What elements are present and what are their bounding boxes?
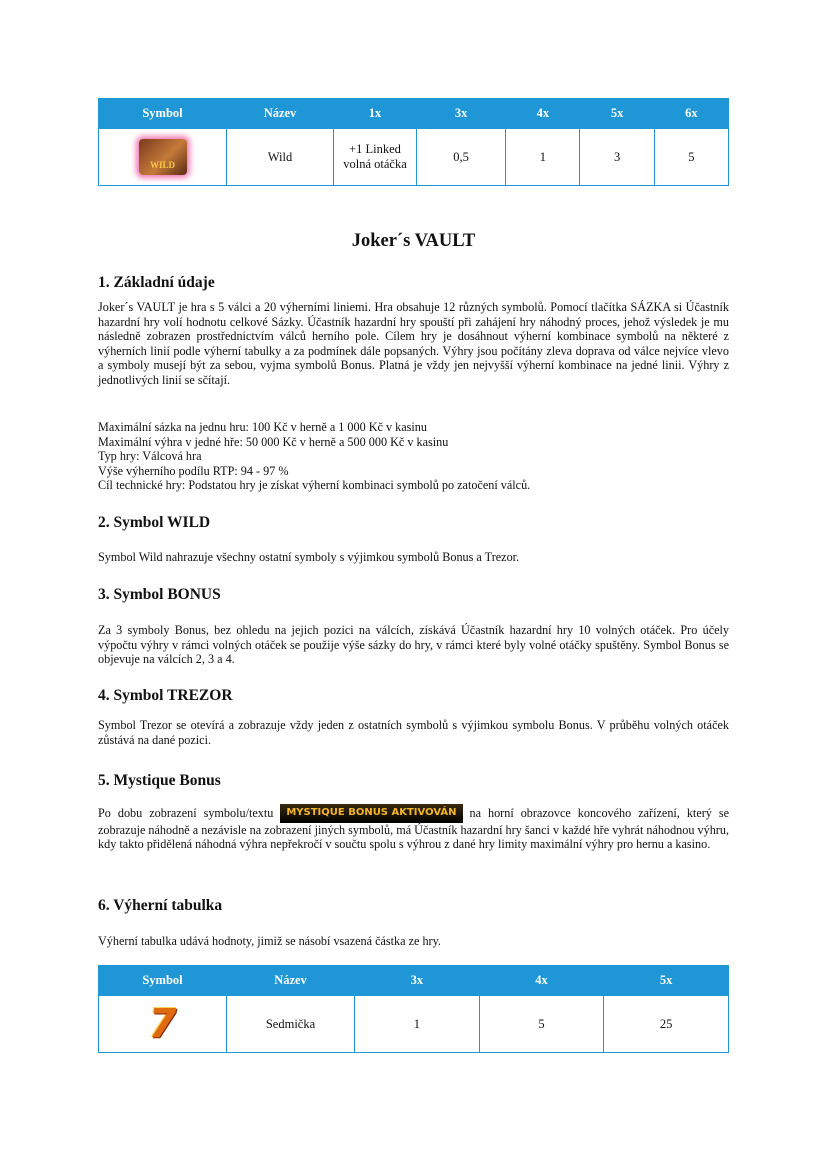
section-text: Symbol Wild nahrazuje všechny ostatní symboly s výjimkou symbolů Bonus a Trezor.	[98, 550, 520, 564]
col-header: Symbol	[99, 99, 227, 129]
cell-name: Sedmička	[227, 996, 355, 1053]
section-text: Po dobu zobrazení symbolu/textu MYSTIQUE BONUS AKTIVOVÁN na horní obrazovce koncového zařízení, který se zobrazuje náhodně a nezávisle na zobrazení jiných symbolů, má Účastník hazardní hry šanci v každé hře vyhrát náhodnou výhru, kdy takto přidělená náhodná výhra nepřekročí v součtu spolu s výhrou z dané hry limity maximální výhry pro hernu a kasino.	[98, 806, 730, 852]
cell-1x: +1 Linked volná otáčka	[334, 129, 417, 186]
section-text: Za 3 symboly Bonus, bez ohledu na jejich pozici na válcích, získává Účastník hazardní hry 10 volných otáček. Pro účely výpočtu výhry v rámci volných otáček se použije výše sázky do hry, v rámci které byly volné otáčky spuštěny. Symbol Bonus se objevuje na válcích 2, 3 a 4.	[98, 623, 729, 667]
cell-3x: 1	[355, 996, 480, 1053]
col-header: 5x	[580, 99, 654, 129]
wild-symbol-image: WILD	[139, 139, 187, 175]
section-heading: 1. Základní údaje	[98, 274, 215, 291]
fact: Maximální sázka na jednu hru: 100 Kč v herně a 1 000 Kč v kasinu	[98, 420, 427, 434]
cell-3x: 0,5	[417, 129, 506, 186]
col-header: Název	[227, 966, 355, 996]
fact: Maximální výhra v jedné hře: 50 000 Kč v herně a 500 000 Kč v kasinu	[98, 434, 449, 449]
win-paytable	[98, 965, 729, 1053]
section-heading: 5. Mystique Bonus	[98, 772, 221, 789]
col-header: 3x	[417, 99, 506, 129]
section-heading: 4. Symbol TREZOR	[98, 687, 233, 704]
col-header: Název	[227, 99, 334, 129]
fact: Cíl technické hry: Podstatou hry je získat výherní kombinaci symbolů po zatočení válců.	[98, 478, 531, 493]
section-text: Výherní tabulka udává hodnoty, jimiž se násobí vsazená částka ze hry.	[98, 934, 441, 948]
fact: Typ hry: Válcová hra	[98, 449, 202, 464]
col-header: Symbol	[99, 966, 227, 996]
seven-symbol-image: 7	[148, 1001, 177, 1047]
col-header: 5x	[604, 966, 729, 996]
table-row	[99, 996, 729, 1053]
cell-5x: 25	[604, 996, 729, 1053]
col-header: 4x	[479, 966, 604, 996]
section-text: Symbol Trezor se otevírá a zobrazuje vždy jeden z ostatních symbolů s výjimkou symbolu Bonus. V průběhu volných otáček zůstává na dané pozici.	[98, 718, 729, 747]
col-header: 1x	[334, 99, 417, 129]
col-header: 3x	[355, 966, 480, 996]
mystique-bonus-badge: MYSTIQUE BONUS AKTIVOVÁN	[280, 804, 462, 823]
table-row	[99, 129, 729, 186]
cell-4x: 5	[479, 996, 604, 1053]
cell-6x: 5	[654, 129, 728, 186]
section-text: Joker´s VAULT je hra s 5 válci a 20 výherními liniemi. Hra obsahuje 12 různých symbolů. Pomocí tlačítka SÁZKA si Účastník hazardní hry volí hodnotu celkové Sázky. Účastník hazardní hry spouští při zahájení hry náhodný proces, jehož výsledek je mu následně zobrazen prostřednictvím válců herního pole. Cílem hry je dosáhnout výherní kombinace symbolů na některé z výherních linií podle výherní tabulky a za podmínek dále popsaných. Výhry jsou počítány zleva doprava od válce nejvíce vlevo a symboly musejí být za sebou, vyjma symbolů Bonus. Platná je vždy jen nejvyšší výherní kombinace na jedné linii. Výhry z jednotlivých linií se sčítají.	[98, 300, 729, 387]
section-heading: 3. Symbol BONUS	[98, 586, 221, 603]
col-header: 4x	[506, 99, 580, 129]
section-heading: 6. Výherní tabulka	[98, 897, 223, 914]
wild-paytable	[98, 98, 729, 186]
col-header: 6x	[654, 99, 728, 129]
facts-list	[98, 420, 729, 493]
cell-4x: 1	[506, 129, 580, 186]
page-title: Joker´s VAULT	[351, 231, 476, 251]
section-heading: 2. Symbol WILD	[98, 514, 211, 531]
cell-5x: 3	[580, 129, 654, 186]
cell-name: Wild	[227, 129, 334, 186]
fact: Výše výherního podílu RTP: 94 - 97 %	[98, 463, 289, 478]
